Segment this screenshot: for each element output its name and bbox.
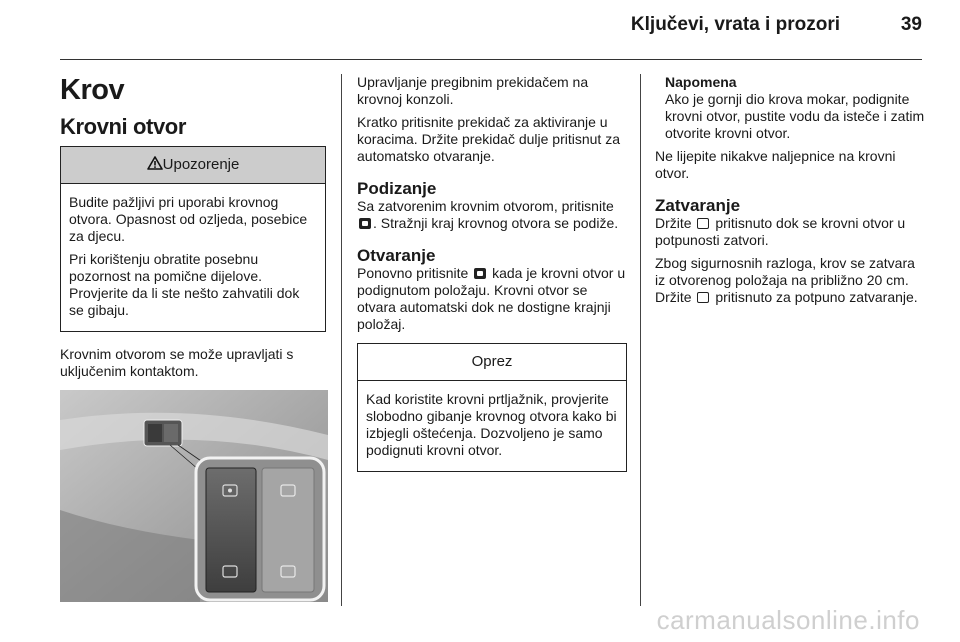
paragraph-close: Držite pritisnuto dok se krovni otvor u potpunosti zatvori. [655,215,906,248]
heading-close: Zatvaranje [655,196,741,215]
caution-title: Oprez [471,353,513,370]
warning-box-body [61,184,325,331]
roof-console-illustration [60,390,328,602]
intro-paragraph: Krovnim otvorom se može upravljati s uključenim kontaktom. [60,346,294,379]
note-text: Ako je gornji dio krova mokar, podignite krovni otvor, pustite vodu da isteče i zatim otvorite krovni otvor. [665,91,925,141]
sunroof-open-symbol-icon [359,218,371,229]
note-block [655,74,925,142]
paragraph-switch-steps: Kratko pritisnite prekidač za aktiviranje u koracima. Držite prekidač dulje pritisnut za automatsko otvaranje. [357,114,620,164]
page-number: 39 [900,14,922,35]
warning-text-1: Budite pažljivi pri uporabi krovnog otvora. Opasnost od ozljeda, posebice za djecu. [69,194,308,244]
section-heading: Krov [60,74,125,106]
note-title: Napomena [665,74,737,90]
paragraph-switch-usage: Upravljanje pregibnim prekidačem na krovnoj konzoli. [357,74,589,107]
small-console-switch [144,420,182,446]
heading-lift: Podizanje [357,179,437,198]
column-divider-1 [341,74,342,606]
caution-box-header [358,344,626,381]
header-rule [60,59,922,60]
sunroof-close-symbol-icon [697,292,709,303]
page-header-title: Ključevi, vrata i prozori [630,14,840,35]
paragraph-open: Ponovno pritisnite kada je krovni otvor u podignutom položaju. Krovni otvor se otvara automatski dok ne dostigne krajnji položaj. [357,265,626,332]
column-1 [60,74,326,386]
caution-box-body [358,381,626,471]
column-3 [655,74,925,312]
warning-triangle-icon [147,156,163,170]
warning-title: Upozorenje [162,156,240,173]
heading-open: Otvaranje [357,246,436,265]
caution-text: Kad koristite krovni prtljažnik, provjerite slobodno gibanje krovnog otvora kako bi izbjegli oštećenja. Dozvoljeno je samo podignuti krovni otvor. [366,391,617,458]
watermark: carmanualsonline.info [656,605,920,635]
paragraph-lift: Sa zatvorenim krovnim otvorom, pritisnite . Stražnji kraj krovnog otvora se podiže. [357,198,619,231]
warning-text-2: Pri korištenju obratite posebnu pozornost na pomične dijelove. Provjerite da li ste nešto zahvatili dok se gibaju. [69,251,300,318]
sunroof-switch-closeup [196,458,324,600]
warning-box-header [61,147,325,184]
column-2 [357,74,627,472]
sunroof-close-symbol-icon [697,218,709,229]
caution-box [357,343,627,472]
warning-box [60,146,326,332]
column-divider-2 [640,74,641,606]
sunroof-open-symbol-icon [474,268,486,279]
subsection-heading: Krovni otvor [60,114,186,139]
paragraph-safety: Zbog sigurnosnih razloga, krov se zatvara iz otvorenog položaja na približno 20 cm. Držite pritisnuto za potpuno zatvaranje. [655,255,918,305]
paragraph-stickers: Ne lijepite nikakve naljepnice na krovni otvor. [655,148,896,181]
